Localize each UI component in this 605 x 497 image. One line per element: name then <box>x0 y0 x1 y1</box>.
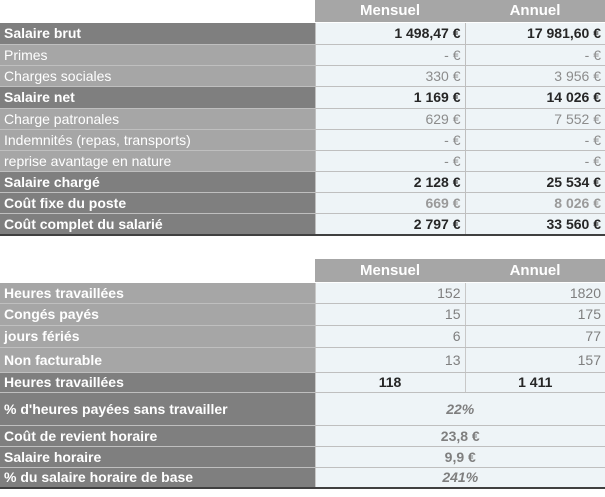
header-annuel: Annuel <box>465 0 605 22</box>
header-empty-cell <box>0 0 315 22</box>
row-label: Congés payés <box>0 303 315 325</box>
monthly-value: 15 <box>315 303 465 325</box>
annual-value: 3 956 € <box>465 65 605 86</box>
salary-row <box>0 65 605 86</box>
hours-row <box>0 325 605 347</box>
monthly-value: 152 <box>315 282 465 303</box>
monthly-value: 2 797 € <box>315 213 465 235</box>
row-label: % d'heures payées sans travailler <box>0 392 315 425</box>
annual-value: 8 026 € <box>465 192 605 213</box>
monthly-value: - € <box>315 44 465 65</box>
hours-row <box>0 303 605 325</box>
annual-value: 14 026 € <box>465 86 605 108</box>
salary-row <box>0 150 605 171</box>
row-label: Charges sociales <box>0 65 315 86</box>
annual-value: 157 <box>465 347 605 372</box>
monthly-value: 1 498,47 € <box>315 22 465 44</box>
salary-table-header <box>0 0 605 22</box>
annual-value: 17 981,60 € <box>465 22 605 44</box>
salary-row <box>0 213 605 235</box>
monthly-value: 669 € <box>315 192 465 213</box>
row-label: Salaire brut <box>0 22 315 44</box>
header-mensuel: Mensuel <box>315 0 465 22</box>
monthly-value: 1 169 € <box>315 86 465 108</box>
hours-row <box>0 372 605 392</box>
row-label: Coût de revient horaire <box>0 425 315 446</box>
annual-value: 1 411 <box>465 372 605 392</box>
annual-value: - € <box>465 150 605 171</box>
monthly-value: - € <box>315 150 465 171</box>
hours-row <box>0 282 605 303</box>
row-label: Primes <box>0 44 315 65</box>
row-label: Salaire horaire <box>0 446 315 467</box>
annual-value: 77 <box>465 325 605 347</box>
annual-value: - € <box>465 44 605 65</box>
header-empty-cell <box>0 259 315 282</box>
merged-value: 9,9 € <box>315 446 605 467</box>
merged-value: 241% <box>315 467 605 488</box>
row-label: Charge patronales <box>0 108 315 129</box>
row-label: % du salaire horaire de base <box>0 467 315 488</box>
hours-row <box>0 467 605 488</box>
row-label: reprise avantage en nature <box>0 150 315 171</box>
hours-row <box>0 425 605 446</box>
merged-value: 22% <box>315 392 605 425</box>
salary-row <box>0 44 605 65</box>
hours-table-header <box>0 259 605 282</box>
hours-row <box>0 392 605 425</box>
salary-row <box>0 22 605 44</box>
tables-gap <box>0 237 605 259</box>
annual-value: 7 552 € <box>465 108 605 129</box>
row-label: Coût complet du salarié <box>0 213 315 235</box>
merged-value: 23,8 € <box>315 425 605 446</box>
hours-row <box>0 446 605 467</box>
monthly-value: 13 <box>315 347 465 372</box>
salary-row <box>0 129 605 150</box>
salary-row <box>0 171 605 192</box>
salary-row <box>0 192 605 213</box>
row-label: Non facturable <box>0 347 315 372</box>
row-label: Heures travaillées <box>0 282 315 303</box>
monthly-value: 6 <box>315 325 465 347</box>
header-annuel: Annuel <box>465 259 605 282</box>
row-label: Salaire net <box>0 86 315 108</box>
monthly-value: 2 128 € <box>315 171 465 192</box>
annual-value: 25 534 € <box>465 171 605 192</box>
salary-row <box>0 108 605 129</box>
row-label: Salaire chargé <box>0 171 315 192</box>
row-label: Coût fixe du poste <box>0 192 315 213</box>
salary-row <box>0 86 605 108</box>
monthly-value: 118 <box>315 372 465 392</box>
monthly-value: - € <box>315 129 465 150</box>
header-mensuel: Mensuel <box>315 259 465 282</box>
row-label: Heures travaillées <box>0 372 315 392</box>
salary-table <box>0 0 605 236</box>
annual-value: - € <box>465 129 605 150</box>
hours-row <box>0 347 605 372</box>
annual-value: 1820 <box>465 282 605 303</box>
annual-value: 33 560 € <box>465 213 605 235</box>
row-label: Indemnités (repas, transports) <box>0 129 315 150</box>
row-label: jours fériés <box>0 325 315 347</box>
monthly-value: 330 € <box>315 65 465 86</box>
annual-value: 175 <box>465 303 605 325</box>
hours-table <box>0 259 605 489</box>
monthly-value: 629 € <box>315 108 465 129</box>
